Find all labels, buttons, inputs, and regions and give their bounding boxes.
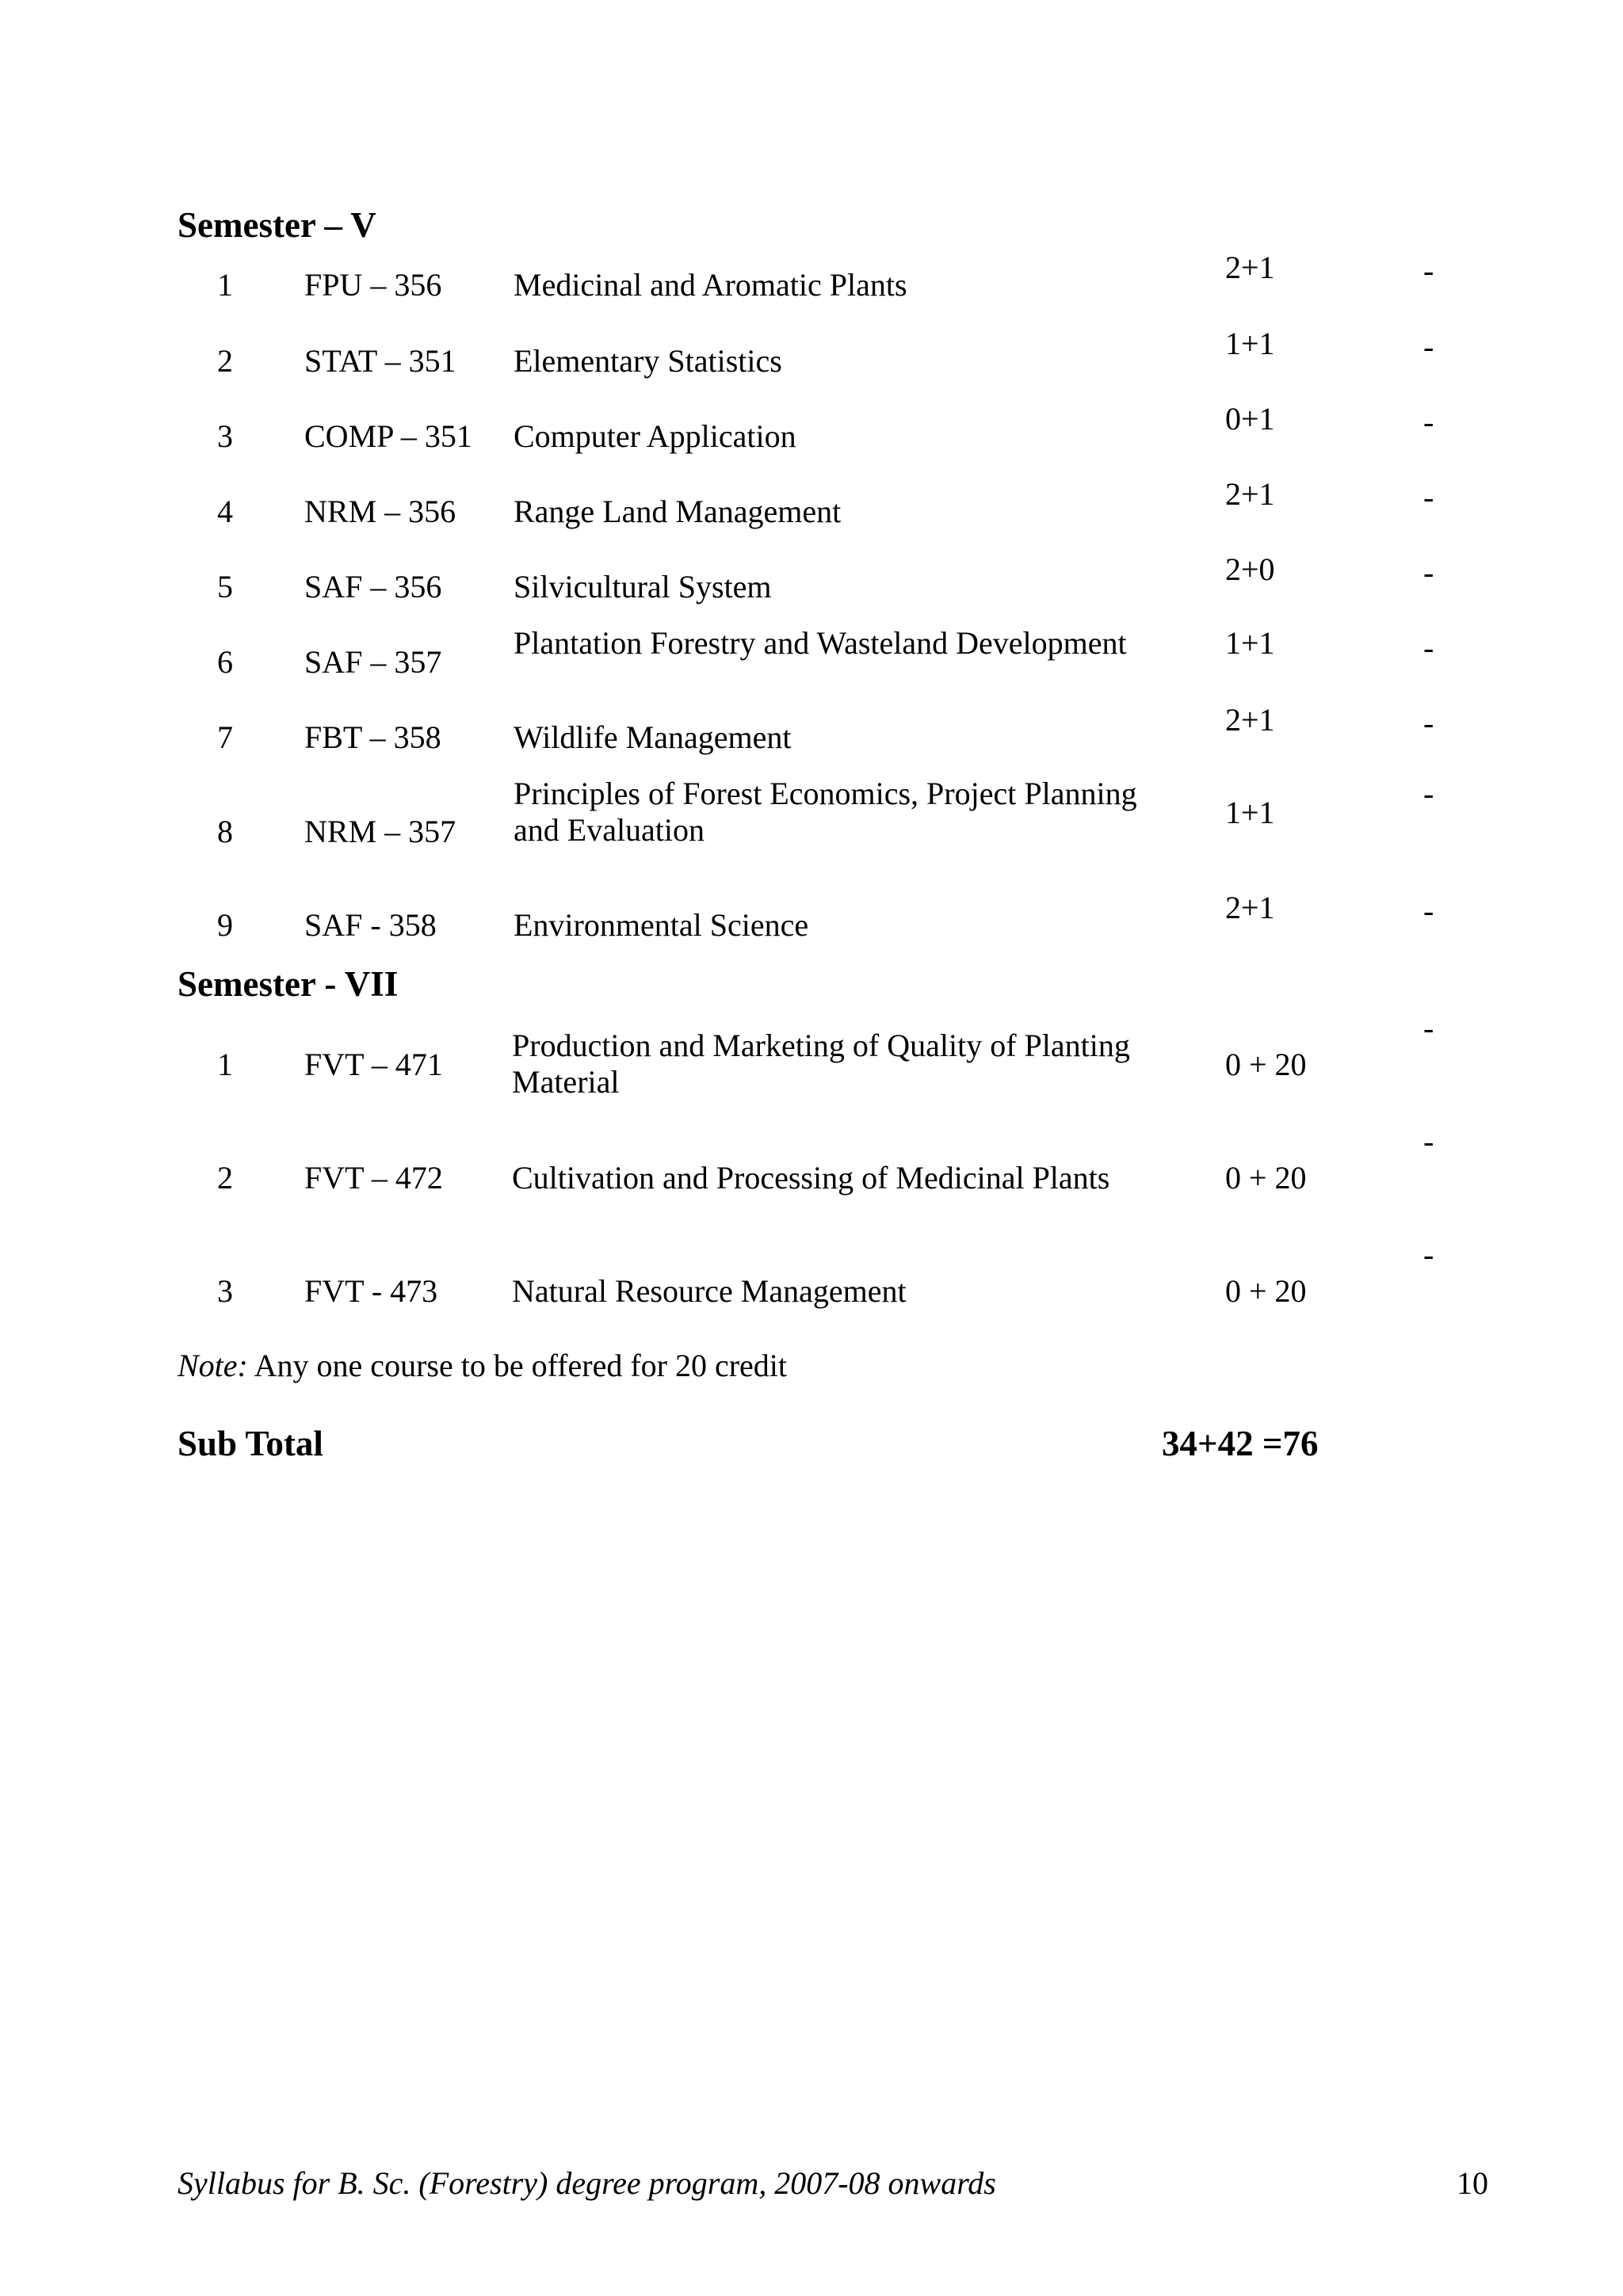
extra-credit: - (1423, 1123, 1434, 1159)
credit-hours: 0 + 20 (1225, 1273, 1307, 1309)
row-number: 3 (217, 418, 233, 454)
row-number: 7 (217, 719, 233, 755)
credit-hours: 1+1 (1225, 795, 1275, 830)
course-code: FPU – 356 (304, 267, 442, 303)
extra-credit: - (1423, 705, 1434, 741)
subtotal-value: 34+42 =76 (1162, 1424, 1319, 1463)
credit-hours: 1+1 (1225, 326, 1275, 361)
row-number: 2 (217, 1160, 233, 1196)
credit-hours: 2+1 (1225, 250, 1275, 285)
course-title: Natural Resource Management (512, 1273, 907, 1309)
extra-credit: - (1423, 253, 1434, 288)
course-title: Range Land Management (514, 494, 842, 529)
row-number: 5 (217, 569, 233, 605)
course-title: Medicinal and Aromatic Plants (514, 267, 907, 303)
semester-v-heading: Semester – V (178, 205, 376, 245)
course-code: COMP – 351 (304, 418, 472, 454)
credit-hours: 2+1 (1225, 890, 1275, 925)
extra-credit: - (1423, 630, 1434, 666)
course-title: Silvicultural System (514, 569, 772, 605)
course-title: Elementary Statistics (514, 343, 782, 379)
note-text: Any one course to be offered for 20 credit (247, 1348, 788, 1383)
course-title: Cultivation and Processing of Medicinal Plants (512, 1160, 1110, 1196)
credit-hours: 0 + 20 (1225, 1047, 1307, 1082)
extra-credit: - (1423, 329, 1434, 364)
note (178, 1347, 787, 1385)
course-code: FVT - 473 (304, 1273, 438, 1309)
subtotal-label: Sub Total (178, 1424, 323, 1463)
extra-credit: - (1423, 776, 1434, 811)
row-number: 9 (217, 907, 233, 943)
course-code: SAF – 356 (304, 569, 442, 605)
semester-vii-heading: Semester - VII (178, 964, 399, 1004)
course-title-line-1: Production and Marketing of Quality of Planting (512, 1028, 1130, 1063)
row-number: 1 (217, 1047, 233, 1082)
credit-hours: 0 + 20 (1225, 1160, 1307, 1196)
extra-credit: - (1423, 555, 1434, 590)
row-number: 3 (217, 1273, 233, 1309)
extra-credit: - (1423, 1010, 1434, 1046)
extra-credit: - (1423, 479, 1434, 515)
course-title: Computer Application (514, 418, 796, 454)
row-number: 8 (217, 814, 233, 849)
extra-credit: - (1423, 404, 1434, 440)
extra-credit: - (1423, 1237, 1434, 1272)
credit-hours: 0+1 (1225, 401, 1275, 437)
credit-hours: 2+1 (1225, 702, 1275, 738)
course-code: FBT – 358 (304, 719, 441, 755)
course-title: Wildlife Management (514, 719, 792, 755)
course-code: SAF - 358 (304, 907, 437, 943)
note-label: Note: (178, 1348, 248, 1383)
course-title-line-2: Material (512, 1064, 620, 1100)
row-number: 2 (217, 343, 233, 379)
course-title-line-1: Principles of Forest Economics, Project Planning (514, 776, 1137, 811)
course-title-line-2: and Evaluation (514, 812, 705, 848)
page-number: 10 (1457, 2165, 1488, 2201)
course-code: NRM – 357 (304, 814, 456, 849)
course-title: Environmental Science (514, 907, 809, 943)
course-code: SAF – 357 (304, 644, 442, 680)
credit-hours: 1+1 (1225, 625, 1275, 661)
extra-credit: - (1423, 893, 1434, 929)
course-code: NRM – 356 (304, 494, 456, 529)
course-code: FVT – 471 (304, 1047, 443, 1082)
footer-text: Syllabus for B. Sc. (Forestry) degree program, 2007-08 onwards (178, 2165, 996, 2201)
row-number: 4 (217, 494, 233, 529)
credit-hours: 2+1 (1225, 476, 1275, 512)
row-number: 1 (217, 267, 233, 303)
row-number: 6 (217, 644, 233, 680)
course-code: FVT – 472 (304, 1160, 443, 1196)
credit-hours: 2+0 (1225, 551, 1275, 587)
course-title: Plantation Forestry and Wasteland Development (514, 625, 1127, 661)
course-code: STAT – 351 (304, 343, 456, 379)
